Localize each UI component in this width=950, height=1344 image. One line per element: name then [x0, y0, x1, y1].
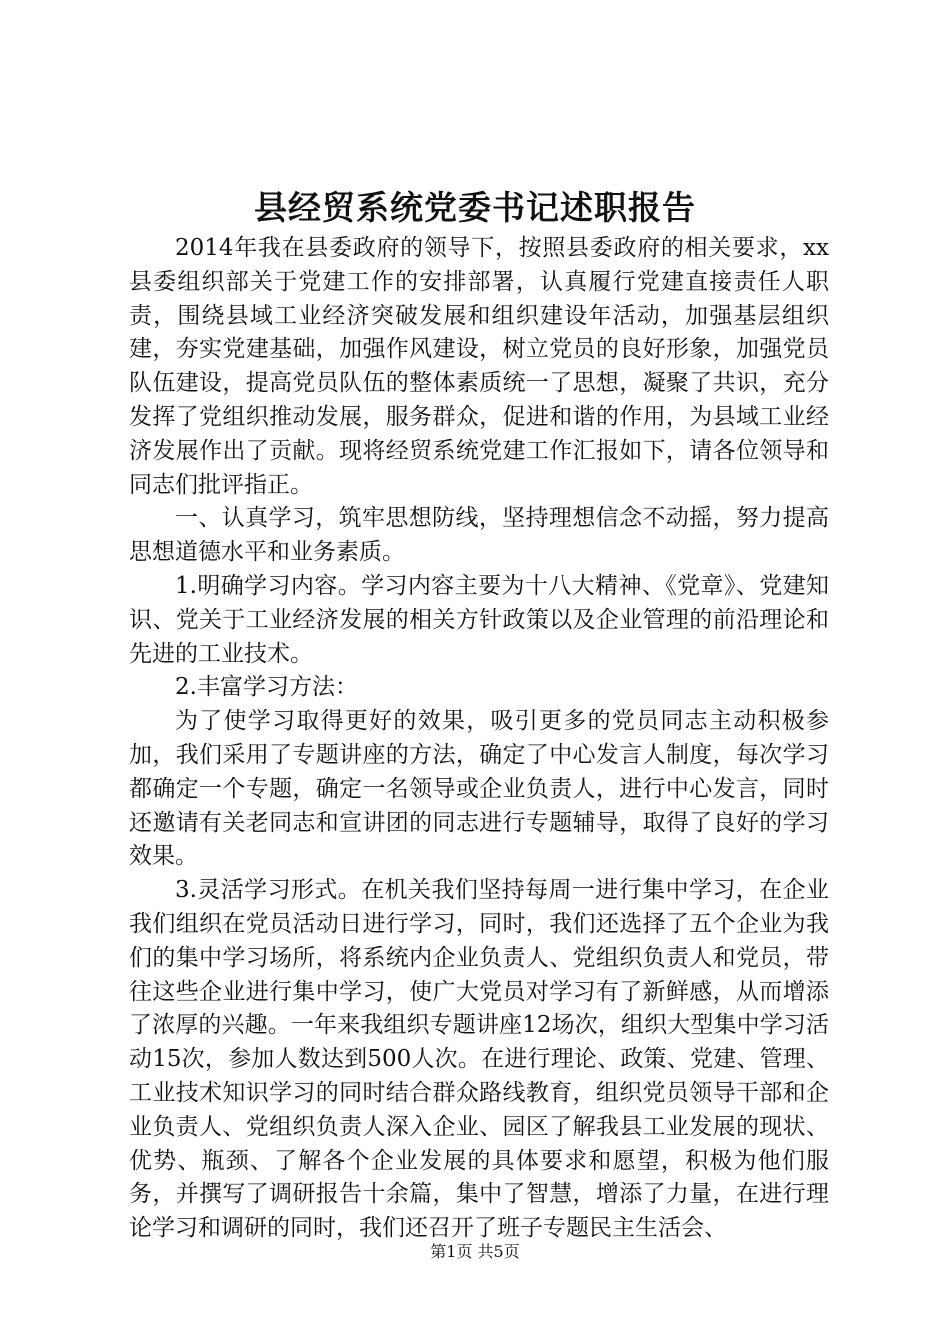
paragraph-item-2-heading: 2.丰富学习方法：: [175, 674, 358, 701]
document-body: [129, 232, 829, 1246]
document-title: 县经贸系统党委书记述职报告: [254, 188, 696, 227]
page-footer: 第1页 共5页: [430, 1242, 520, 1261]
paragraph-item-1: 1.明确学习内容。学习内容主要为十八大精神、《党章》、党建知识、党关于工业经济发展的相关方针政策以及企业管理的前沿理论和先进的工业技术。: [129, 572, 829, 667]
paragraph-item-3: 3.灵活学习形式。在机关我们坚持每周一进行集中学习，在企业我们组织在党员活动日进行学习，同时，我们还选择了五个企业为我们的集中学习场所，将系统内企业负责人、党组织负责人和党员，带往这些企业进行集中学习，使广大党员对学习有了新鲜感，从而增添了浓厚的兴趣。一年来我组织专题讲座12场次，组织大型集中学习活动15次，参加人数达到500人次。在进行理论、政策、党建、管理、工业技术知识学习的同时结合群众路线教育，组织党员领导干部和企业负责人、党组织负责人深入企业、园区了解我县工业发展的现状、优势、瓶颈、了解各个企业发展的具体要求和愿望，积极为他们服务，并撰写了调研报告十余篇，集中了智慧，增添了力量，在进行理论学习和调研的同时，我们还召开了班子专题民主生活会、: [129, 877, 829, 1242]
paragraph-item-2-body: 为了使学习取得更好的效果，吸引更多的党员同志主动积极参加，我们采用了专题讲座的方法，确定了中心发言人制度，每次学习都确定一个专题，确定一名领导或企业负责人，进行中心发言，同时还邀请有关老同志和宣讲团的同志进行专题辅导，取得了良好的学习效果。: [129, 708, 829, 870]
paragraph-intro: 2014年我在县委政府的领导下，按照县委政府的相关要求，xx县委组织部关于党建工作的安排部署，认真履行党建直接责任人职责，围绕县域工业经济突破发展和组织建设年活动，加强基层组织建，夯实党建基础，加强作风建设，树立党员的良好形象，加强党员队伍建设，提高党员队伍的整体素质统一了思想，凝聚了共识，充分发挥了党组织推动发展，服务群众，促进和谐的作用，为县域工业经济发展作出了贡献。现将经贸系统党建工作汇报如下，请各位领导和同志们批评指正。: [129, 235, 829, 498]
paragraph-section-1-heading: 一、认真学习，筑牢思想防线，坚持理想信念不动摇，努力提高思想道德水平和业务素质。: [129, 505, 829, 566]
